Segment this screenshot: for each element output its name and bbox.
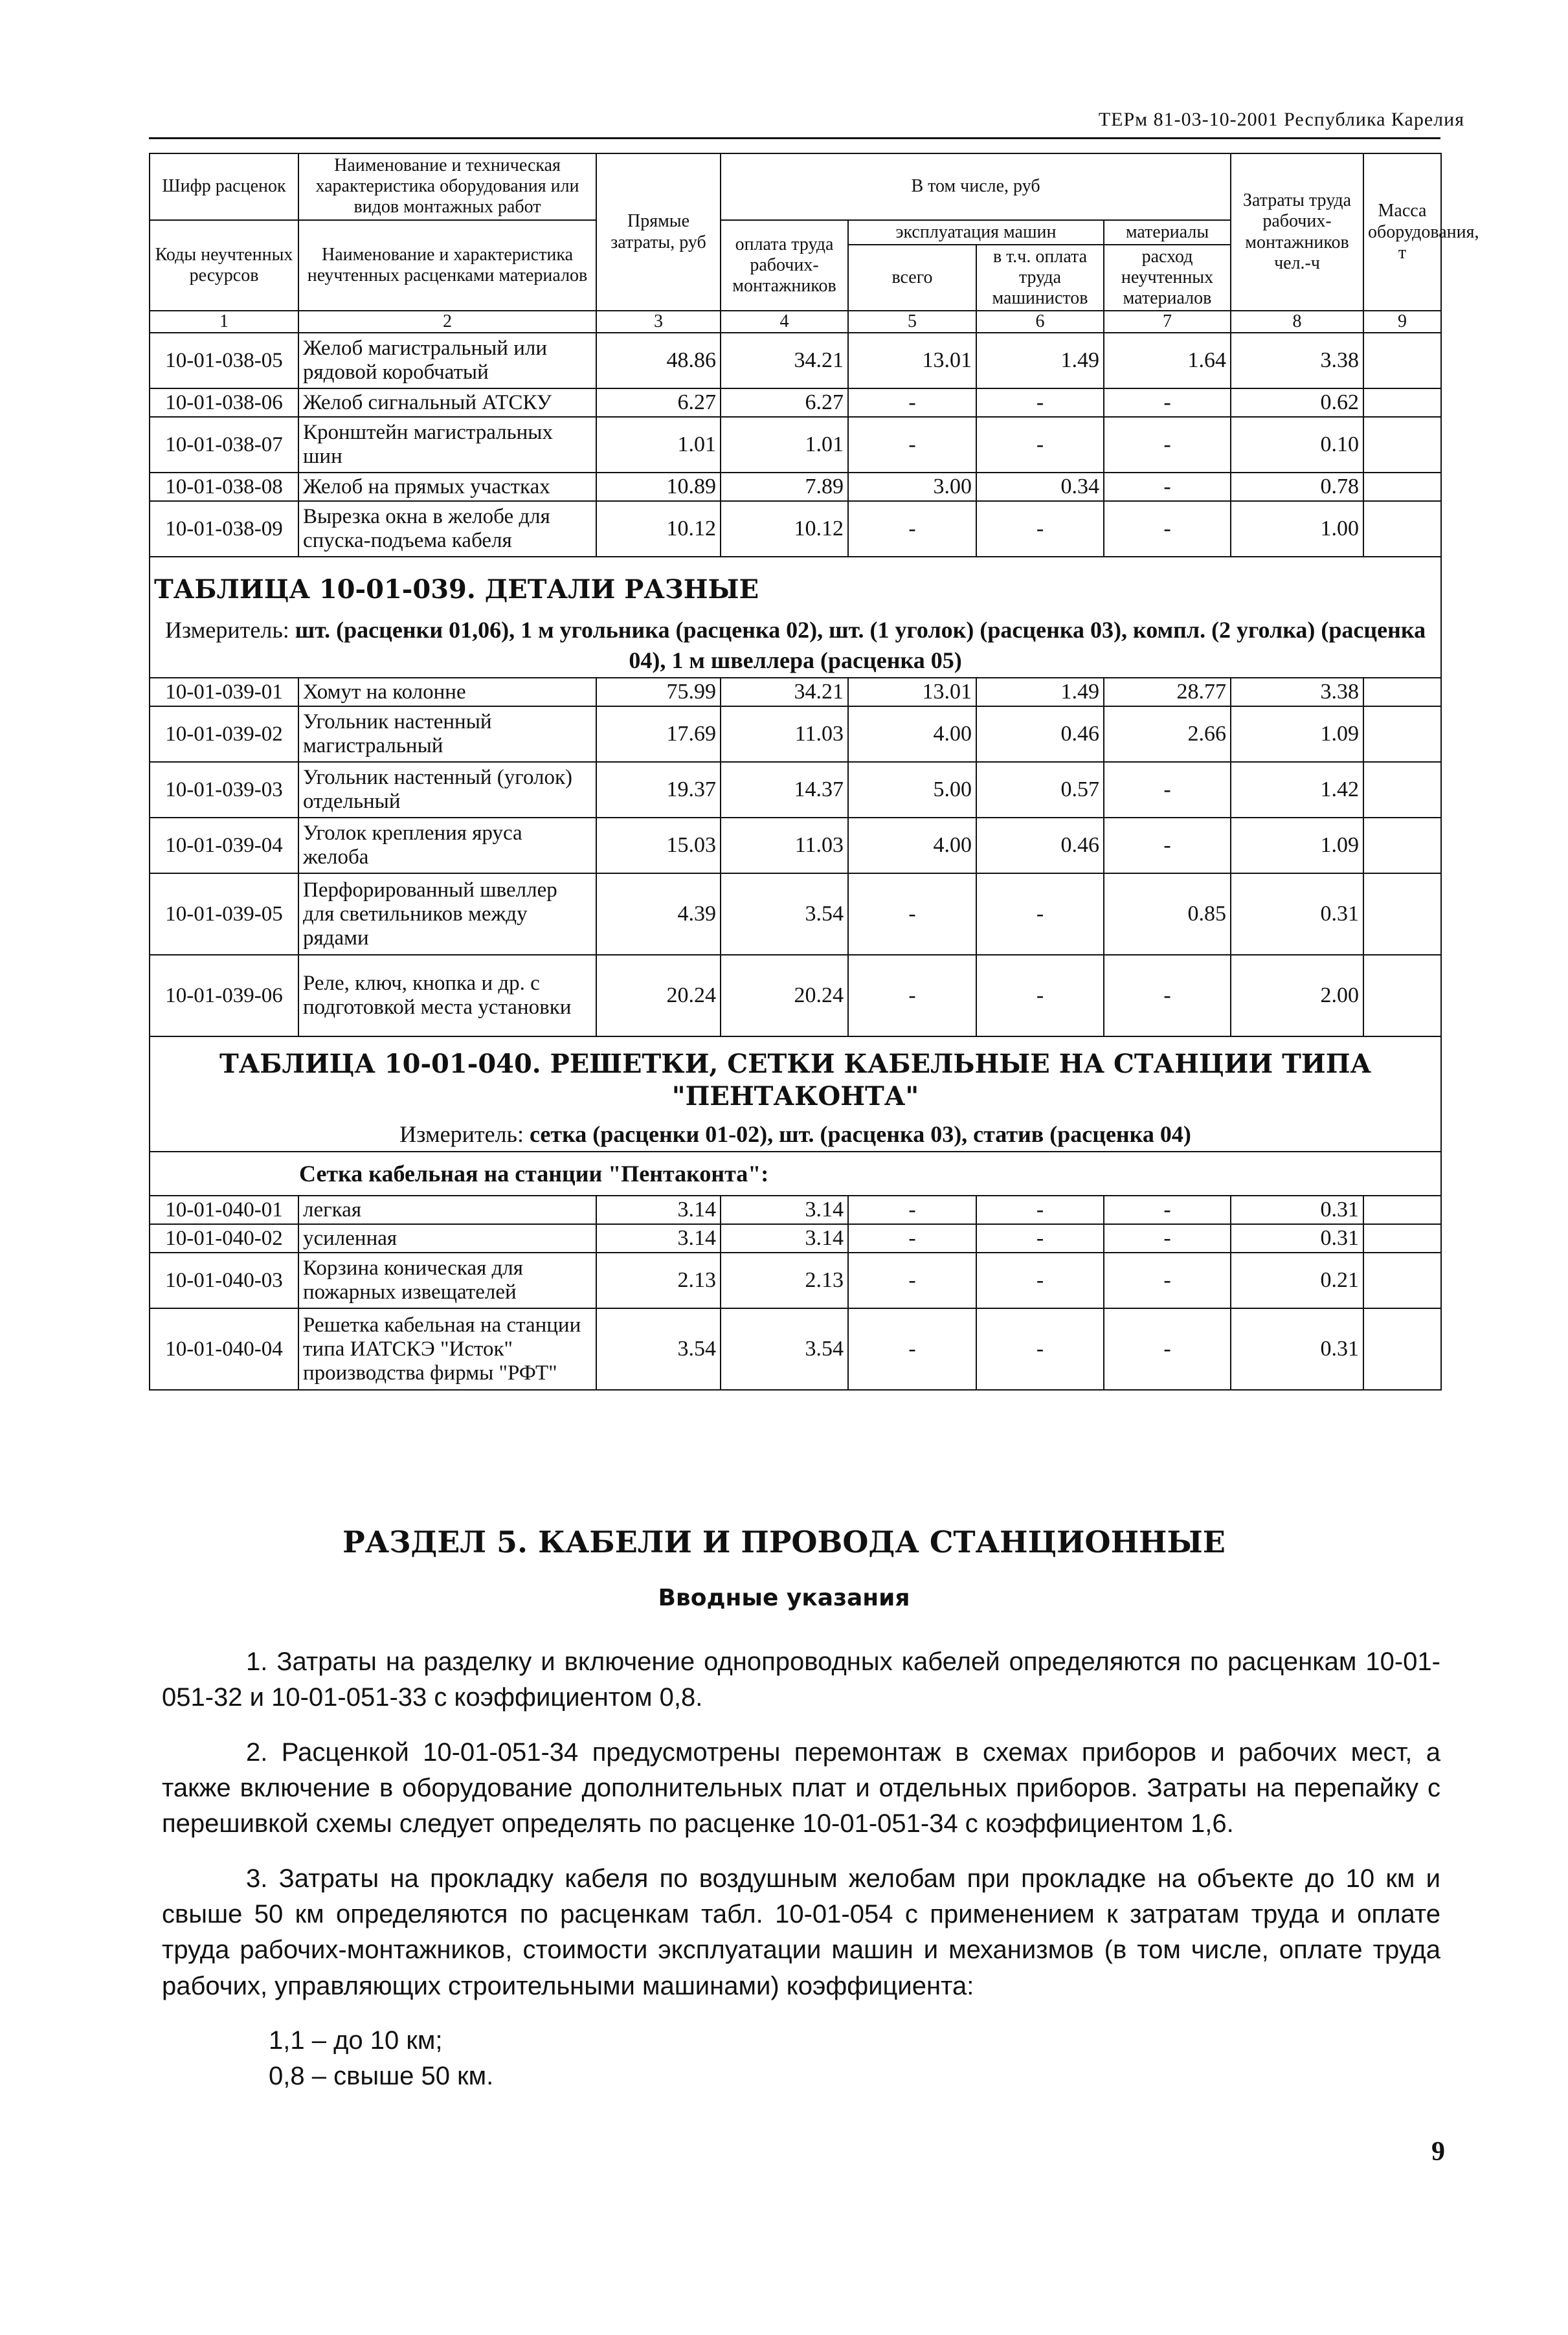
- column-number-row: [150, 311, 1441, 333]
- machinist-pay-cell: 0.57: [976, 762, 1104, 818]
- machine-cost-cell: -: [848, 388, 976, 417]
- direct-cost-cell: 6.27: [596, 388, 721, 417]
- work-name-cell: легкая: [298, 1196, 596, 1224]
- cipher-header: Шифр расценок: [150, 153, 298, 220]
- labor-pay-cell: 20.24: [721, 955, 848, 1036]
- table-039-rows: [150, 678, 1441, 1036]
- labor-hours-cell: 0.31: [1231, 1308, 1363, 1390]
- direct-cost-header: Прямые затраты, руб: [596, 153, 721, 311]
- table-039-measure: [150, 613, 1441, 678]
- table-row: [150, 1253, 1441, 1308]
- equipment-mass-cell: [1363, 417, 1441, 473]
- column-number: 8: [1231, 311, 1363, 333]
- labor-hours-cell: 2.00: [1231, 955, 1363, 1036]
- direct-cost-cell: 19.37: [596, 762, 721, 818]
- section-subtitle: Вводные указания: [658, 1585, 910, 1611]
- column-number: 3: [596, 311, 721, 333]
- work-name-cell: Перфорированный швеллер для светильников между рядами: [298, 873, 596, 955]
- rate-code-cell: 10-01-040-03: [150, 1253, 298, 1308]
- column-number: 1: [150, 311, 298, 333]
- paragraph-3: 3. Затраты на прокладку кабеля по воздушным желобам при прокладке на объекте до 10 км и свыше 50 км определяются по расценкам табл. 10-01-054 с применением к затратам труда и оплате труда рабочих-монтажников, стоимости эксплуатации машин и механизмов (в том числе, оплате труда рабочих, управляющих строительными машинами) коэффициента:: [162, 1864, 1440, 2000]
- machine-cost-cell: -: [848, 955, 976, 1036]
- direct-cost-cell: 3.14: [596, 1224, 721, 1253]
- labor-pay-cell: 34.21: [721, 678, 848, 706]
- work-name-cell: Вырезка окна в желобе для спуска-подъема кабеля: [298, 501, 596, 557]
- direct-cost-cell: 20.24: [596, 955, 721, 1036]
- work-name-cell: Угольник настенный магистральный: [298, 706, 596, 762]
- material-cost-cell: -: [1104, 762, 1231, 818]
- column-number: 9: [1363, 311, 1441, 333]
- machinist-pay-cell: -: [976, 955, 1104, 1036]
- column-number: 7: [1104, 311, 1231, 333]
- measure-label: Измеритель:: [164, 617, 289, 643]
- labor-hours-cell: 3.38: [1231, 333, 1363, 388]
- machine-cost-cell: 13.01: [848, 333, 976, 388]
- machine-cost-cell: -: [848, 501, 976, 557]
- labor-hours-cell: 0.78: [1231, 473, 1363, 501]
- direct-cost-cell: 3.54: [596, 1308, 721, 1390]
- direct-cost-cell: 3.14: [596, 1196, 721, 1224]
- work-name-cell: Угольник настенный (уголок) отдельный: [298, 762, 596, 818]
- labor-hours-cell: 0.31: [1231, 1196, 1363, 1224]
- labor-hours-cell: 0.10: [1231, 417, 1363, 473]
- table-row: [150, 1308, 1441, 1390]
- rate-code-cell: 10-01-039-05: [150, 873, 298, 955]
- mass-header: Масса оборудования, т: [1363, 153, 1441, 311]
- material-cost-cell: -: [1104, 1253, 1231, 1308]
- material-cost-cell: 0.85: [1104, 873, 1231, 955]
- direct-cost-cell: 10.12: [596, 501, 721, 557]
- rate-code-cell: 10-01-039-04: [150, 818, 298, 873]
- table-row: [150, 1196, 1441, 1224]
- coefficient-item: 1,1 – до 10 км;: [269, 2026, 443, 2055]
- table-row: [150, 706, 1441, 762]
- table-row: [150, 501, 1441, 557]
- machinist-pay-cell: -: [976, 1308, 1104, 1390]
- material-cost-cell: 1.64: [1104, 333, 1231, 388]
- material-cost-cell: -: [1104, 501, 1231, 557]
- machinist-pay-cell: -: [976, 1253, 1104, 1308]
- labor-hours-cell: 1.09: [1231, 706, 1363, 762]
- work-name-cell: Желоб сигнальный АТСКУ: [298, 388, 596, 417]
- machinist-pay-cell: -: [976, 1196, 1104, 1224]
- material-cost-cell: -: [1104, 1224, 1231, 1253]
- machine-cost-cell: 13.01: [848, 678, 976, 706]
- equipment-mass-cell: [1363, 1253, 1441, 1308]
- material-use-header: расход неучтенных материалов: [1104, 245, 1231, 311]
- direct-cost-cell: 75.99: [596, 678, 721, 706]
- machinist-pay-header: в т.ч. оплата труда машинистов: [976, 245, 1104, 311]
- machine-cost-cell: 3.00: [848, 473, 976, 501]
- column-number: 4: [721, 311, 848, 333]
- table-040-title-line: "ПЕНТАКОНТА": [671, 1081, 919, 1112]
- machine-cost-cell: 4.00: [848, 818, 976, 873]
- column-number: 6: [976, 311, 1104, 333]
- labor-pay-cell: 3.54: [721, 1308, 848, 1390]
- labor-hours-cell: 0.21: [1231, 1253, 1363, 1308]
- work-name-cell: Желоб магистральный или рядовой коробчатый: [298, 333, 596, 388]
- rate-code-cell: 10-01-039-02: [150, 706, 298, 762]
- table-row: [150, 678, 1441, 706]
- labor-hours-cell: 0.31: [1231, 1224, 1363, 1253]
- page-number: 9: [1431, 2137, 1445, 2167]
- machine-operation-header: эксплуатация машин: [848, 220, 1104, 245]
- equipment-mass-cell: [1363, 955, 1441, 1036]
- rates-table: [149, 153, 1479, 1391]
- table-row: [150, 417, 1441, 473]
- machine-cost-cell: 5.00: [848, 762, 976, 818]
- labor-pay-cell: 1.01: [721, 417, 848, 473]
- material-cost-cell: -: [1104, 818, 1231, 873]
- labor-hours-cell: 0.31: [1231, 873, 1363, 955]
- machine-cost-cell: -: [848, 417, 976, 473]
- labor-pay-cell: 3.54: [721, 873, 848, 955]
- rate-code-cell: 10-01-038-05: [150, 333, 298, 388]
- rate-code-cell: 10-01-040-01: [150, 1196, 298, 1224]
- equipment-mass-cell: [1363, 333, 1441, 388]
- direct-cost-cell: 4.39: [596, 873, 721, 955]
- machinist-pay-cell: 0.46: [976, 818, 1104, 873]
- table-row: [150, 955, 1441, 1036]
- table-039-title: ТАБЛИЦА 10-01-039. ДЕТАЛИ РАЗНЫЕ: [150, 557, 1441, 613]
- material-cost-cell: 28.77: [1104, 678, 1231, 706]
- material-cost-cell: -: [1104, 1196, 1231, 1224]
- machinist-pay-cell: 1.49: [976, 678, 1104, 706]
- direct-cost-cell: 15.03: [596, 818, 721, 873]
- equipment-mass-cell: [1363, 1308, 1441, 1390]
- header-row-1: [150, 153, 1441, 220]
- labor-pay-cell: 2.13: [721, 1253, 848, 1308]
- work-name-cell: Корзина коническая для пожарных извещателей: [298, 1253, 596, 1308]
- table-040-rows: [150, 1196, 1441, 1390]
- machinist-pay-cell: -: [976, 873, 1104, 955]
- table-row: [150, 873, 1441, 955]
- table-row: [150, 1224, 1441, 1253]
- table-row: [150, 762, 1441, 818]
- paragraph-1: 1. Затраты на разделку и включение однопроводных кабелей определяются по расценкам 10-01-051-32 и 10-01-051-33 с коэффициентом 0,8.: [162, 1648, 1440, 1712]
- work-name-cell: Хомут на колонне: [298, 678, 596, 706]
- machine-cost-cell: -: [848, 1196, 976, 1224]
- direct-cost-cell: 2.13: [596, 1253, 721, 1308]
- material-cost-cell: -: [1104, 473, 1231, 501]
- table-040-measure: [150, 1117, 1441, 1152]
- labor-pay-cell: 7.89: [721, 473, 848, 501]
- column-number: 2: [298, 311, 596, 333]
- material-cost-cell: -: [1104, 388, 1231, 417]
- labor-hours-cell: 1.42: [1231, 762, 1363, 818]
- direct-cost-cell: 10.89: [596, 473, 721, 501]
- table-row: [150, 818, 1441, 873]
- equipment-mass-cell: [1363, 762, 1441, 818]
- work-name-cell: Решетка кабельная на станции типа ИАТСКЭ "Исток" производства фирмы "РФТ": [298, 1308, 596, 1390]
- labor-hours-cell: 0.62: [1231, 388, 1363, 417]
- rate-code-cell: 10-01-038-08: [150, 473, 298, 501]
- machine-cost-cell: 4.00: [848, 706, 976, 762]
- equipment-mass-cell: [1363, 388, 1441, 417]
- labor-cost-header: Затраты труда рабочих-монтажников чел.-ч: [1231, 153, 1363, 311]
- equipment-mass-cell: [1363, 678, 1441, 706]
- machinist-pay-cell: 1.49: [976, 333, 1104, 388]
- including-header: В том числе, руб: [721, 153, 1231, 220]
- measure-value: шт. (расценки 01,06), 1 м угольника (расценка 02), шт. (1 уголок) (расценка 03), компл. (2 уголка) (расценка 04), 1 м швеллера (расценка 05): [295, 617, 1426, 673]
- labor-hours-cell: 1.09: [1231, 818, 1363, 873]
- machine-cost-cell: -: [848, 873, 976, 955]
- material-cost-cell: -: [1104, 955, 1231, 1036]
- table-039-title-row: [150, 557, 1441, 613]
- codes-header: Коды неучтенных ресурсов: [150, 220, 298, 311]
- document-reference: ТЕРм 81-03-10-2001 Республика Карелия: [1098, 109, 1464, 130]
- machinist-pay-cell: -: [976, 417, 1104, 473]
- machine-cost-cell: -: [848, 1253, 976, 1308]
- equipment-mass-cell: [1363, 873, 1441, 955]
- name-header: Наименование и техническая характеристика оборудования или видов монтажных работ: [298, 153, 596, 220]
- table-row: [150, 333, 1441, 388]
- table-row: [150, 473, 1441, 501]
- resource-name-header: Наименование и характеристика неучтенных расценками материалов: [298, 220, 596, 311]
- column-number: 5: [848, 311, 976, 333]
- machine-cost-cell: -: [848, 1224, 976, 1253]
- machinist-pay-cell: 0.46: [976, 706, 1104, 762]
- work-name-cell: Уголок крепления яруса желоба: [298, 818, 596, 873]
- table-row: [150, 388, 1441, 417]
- direct-cost-cell: 17.69: [596, 706, 721, 762]
- rate-code-cell: 10-01-040-04: [150, 1308, 298, 1390]
- header-rule: [149, 137, 1440, 139]
- work-name-cell: усиленная: [298, 1224, 596, 1253]
- direct-cost-cell: 48.86: [596, 333, 721, 388]
- machinist-pay-cell: 0.34: [976, 473, 1104, 501]
- equipment-mass-cell: [1363, 501, 1441, 557]
- section-title: РАЗДЕЛ 5. КАБЕЛИ И ПРОВОДА СТАНЦИОННЫЕ: [342, 1525, 1226, 1559]
- coefficient-item: 0,8 – свыше 50 км.: [269, 2062, 494, 2090]
- material-cost-cell: 2.66: [1104, 706, 1231, 762]
- labor-hours-cell: 3.38: [1231, 678, 1363, 706]
- table-040-title-row: [150, 1036, 1441, 1117]
- material-cost-cell: -: [1104, 1308, 1231, 1390]
- paragraph-2: 2. Расценкой 10-01-051-34 предусмотрены перемонтаж в схемах приборов и рабочих мест, а также включение в оборудование дополнительных плат и отдельных приборов. Затраты на перепайку с перешивкой схемы следует определять по расценке 10-01-051-34 с коэффициентом 1,6.: [162, 1738, 1440, 1838]
- table-040-measure-row: [150, 1117, 1441, 1152]
- rate-code-cell: 10-01-040-02: [150, 1224, 298, 1253]
- equipment-mass-cell: [1363, 473, 1441, 501]
- materials-header: материалы: [1104, 220, 1231, 245]
- table-040-title-line: ТАБЛИЦА 10-01-040. РЕШЕТКИ, СЕТКИ КАБЕЛЬНЫЕ НА СТАНЦИИ ТИПА: [219, 1049, 1372, 1080]
- work-name-cell: Кронштейн магистральных шин: [298, 417, 596, 473]
- labor-pay-cell: 3.14: [721, 1224, 848, 1253]
- table-040-subheading: Сетка кабельная на станции "Пентаконта":: [150, 1152, 1441, 1196]
- rate-code-cell: 10-01-038-07: [150, 417, 298, 473]
- equipment-mass-cell: [1363, 818, 1441, 873]
- rate-code-cell: 10-01-038-09: [150, 501, 298, 557]
- rate-code-cell: 10-01-038-06: [150, 388, 298, 417]
- labor-pay-cell: 11.03: [721, 706, 848, 762]
- labor-pay-header: оплата труда рабочих-монтажников: [721, 220, 848, 311]
- labor-hours-cell: 1.00: [1231, 501, 1363, 557]
- rate-code-cell: 10-01-039-06: [150, 955, 298, 1036]
- material-cost-cell: -: [1104, 417, 1231, 473]
- machine-total-header: всего: [848, 245, 976, 311]
- rate-code-cell: 10-01-039-01: [150, 678, 298, 706]
- work-name-cell: Желоб на прямых участках: [298, 473, 596, 501]
- work-name-cell: Реле, ключ, кнопка и др. с подготовкой места установки: [298, 955, 596, 1036]
- machine-cost-cell: -: [848, 1308, 976, 1390]
- table-039-measure-row: [150, 613, 1441, 678]
- equipment-mass-cell: [1363, 706, 1441, 762]
- machinist-pay-cell: -: [976, 1224, 1104, 1253]
- measure-value: сетка (расценки 01-02), шт. (расценка 03), статив (расценка 04): [529, 1121, 1191, 1147]
- machinist-pay-cell: -: [976, 388, 1104, 417]
- equipment-mass-cell: [1363, 1196, 1441, 1224]
- rate-code-cell: 10-01-039-03: [150, 762, 298, 818]
- labor-pay-cell: 14.37: [721, 762, 848, 818]
- machinist-pay-cell: -: [976, 501, 1104, 557]
- equipment-mass-cell: [1363, 1224, 1441, 1253]
- labor-pay-cell: 34.21: [721, 333, 848, 388]
- labor-pay-cell: 10.12: [721, 501, 848, 557]
- direct-cost-cell: 1.01: [596, 417, 721, 473]
- labor-pay-cell: 3.14: [721, 1196, 848, 1224]
- table-038-rows: [150, 333, 1441, 557]
- table-040-subheading-row: [150, 1152, 1441, 1196]
- labor-pay-cell: 6.27: [721, 388, 848, 417]
- table-040-title: [150, 1036, 1441, 1117]
- labor-pay-cell: 11.03: [721, 818, 848, 873]
- measure-label: Измеритель:: [399, 1121, 524, 1147]
